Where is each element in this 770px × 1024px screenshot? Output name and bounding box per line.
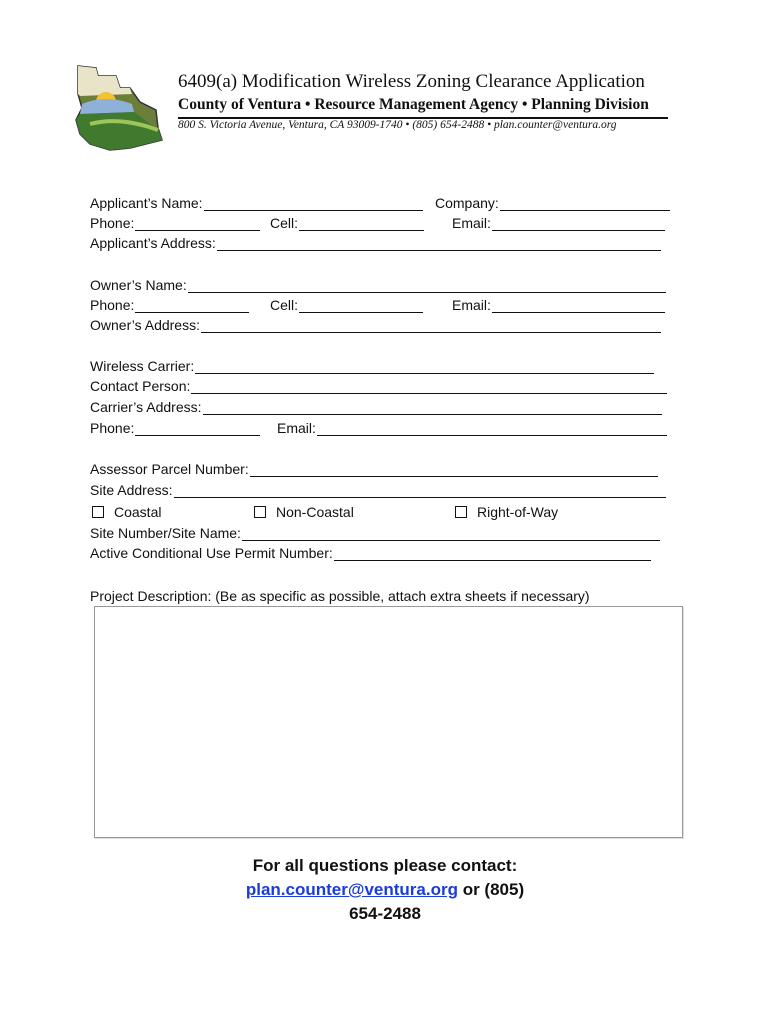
noncoastal-option[interactable] xyxy=(254,504,354,520)
noncoastal-label: Non-Coastal xyxy=(276,504,354,520)
row-option[interactable] xyxy=(455,504,558,520)
applicant-email-field[interactable] xyxy=(492,216,665,231)
applicant-phone-row xyxy=(90,215,260,231)
owner-phone-label: Phone: xyxy=(90,297,135,313)
carrier-address-label: Carrier’s Address: xyxy=(90,399,202,415)
contact-person-field[interactable] xyxy=(191,379,667,394)
contact-phone-part1: or (805) xyxy=(462,880,525,899)
applicant-email-label: Email: xyxy=(452,215,491,231)
noncoastal-checkbox[interactable] xyxy=(254,506,266,518)
owner-phone-row xyxy=(90,297,249,313)
applicant-cell-field[interactable] xyxy=(299,216,424,231)
contact-email-line xyxy=(180,878,590,902)
applicant-name-field[interactable] xyxy=(204,196,423,211)
project-description-box[interactable] xyxy=(94,606,683,838)
owner-name-field[interactable] xyxy=(188,278,666,293)
site-address-field[interactable] xyxy=(174,483,666,498)
agency-address: 800 S. Victoria Avenue, Ventura, CA 93009-1740 • (805) 654-2488 • plan.counter@ventura.org xyxy=(178,119,617,131)
cup-row xyxy=(90,545,651,561)
owner-email-label: Email: xyxy=(452,297,491,313)
carrier-row xyxy=(90,358,654,374)
applicant-name-label: Applicant’s Name: xyxy=(90,195,203,211)
applicant-address-row xyxy=(90,235,661,251)
carrier-email-field[interactable] xyxy=(317,421,667,436)
owner-address-field[interactable] xyxy=(201,318,661,333)
cup-label: Active Conditional Use Permit Number: xyxy=(90,545,333,561)
carrier-phone-row xyxy=(90,420,260,436)
owner-name-label: Owner’s Name: xyxy=(90,277,187,293)
applicant-phone-label: Phone: xyxy=(90,215,135,231)
coastal-option[interactable] xyxy=(92,504,161,520)
site-name-label: Site Number/Site Name: xyxy=(90,525,241,541)
carrier-email-row xyxy=(277,420,667,436)
owner-email-field[interactable] xyxy=(492,298,665,313)
carrier-label: Wireless Carrier: xyxy=(90,358,195,374)
apn-label: Assessor Parcel Number: xyxy=(90,461,249,477)
apn-field[interactable] xyxy=(250,462,658,477)
owner-address-label: Owner’s Address: xyxy=(90,317,200,333)
applicant-address-field[interactable] xyxy=(217,236,661,251)
site-address-label: Site Address: xyxy=(90,482,173,498)
form-title: 6409(a) Modification Wireless Zoning Clearance Application xyxy=(178,71,645,92)
agency-subtitle: County of Ventura • Resource Management Agency • Planning Division xyxy=(178,96,649,113)
coastal-checkbox[interactable] xyxy=(92,506,104,518)
applicant-email-row xyxy=(452,215,665,231)
owner-name-row xyxy=(90,277,666,293)
contact-person-label: Contact Person: xyxy=(90,378,191,394)
company-row xyxy=(435,195,670,211)
contact-heading: For all questions please contact: xyxy=(252,856,518,875)
owner-cell-field[interactable] xyxy=(299,298,423,313)
owner-phone-field[interactable] xyxy=(135,298,249,313)
right-of-way-checkbox[interactable] xyxy=(455,506,467,518)
owner-cell-row xyxy=(270,297,423,313)
cup-field[interactable] xyxy=(334,546,651,561)
carrier-phone-field[interactable] xyxy=(135,421,260,436)
owner-address-row xyxy=(90,317,661,333)
applicant-phone-field[interactable] xyxy=(135,216,260,231)
contact-email-link[interactable]: plan.counter@ventura.org xyxy=(245,880,458,899)
right-of-way-label: Right-of-Way xyxy=(477,504,559,520)
contact-phone-line: 654-2488 xyxy=(349,904,421,923)
site-address-row xyxy=(90,482,666,498)
applicant-name-row xyxy=(90,195,423,211)
site-name-row xyxy=(90,525,660,541)
carrier-email-label: Email: xyxy=(277,420,316,436)
applicant-cell-label: Cell: xyxy=(270,215,299,231)
apn-row xyxy=(90,461,658,477)
site-name-field[interactable] xyxy=(242,526,660,541)
carrier-phone-label: Phone: xyxy=(90,420,135,436)
carrier-address-field[interactable] xyxy=(203,400,662,415)
coastal-label: Coastal xyxy=(114,504,162,520)
owner-email-row xyxy=(452,297,665,313)
carrier-address-row xyxy=(90,399,662,415)
project-description-label: Project Description: (Be as specific as possible, attach extra sheets if necessary) xyxy=(90,588,590,604)
carrier-field[interactable] xyxy=(195,359,654,374)
company-field[interactable] xyxy=(500,196,670,211)
county-logo xyxy=(70,64,166,152)
applicant-address-label: Applicant’s Address: xyxy=(90,235,216,251)
owner-cell-label: Cell: xyxy=(270,297,299,313)
contact-person-row xyxy=(90,378,667,394)
company-label: Company: xyxy=(435,195,499,211)
applicant-cell-row xyxy=(270,215,424,231)
